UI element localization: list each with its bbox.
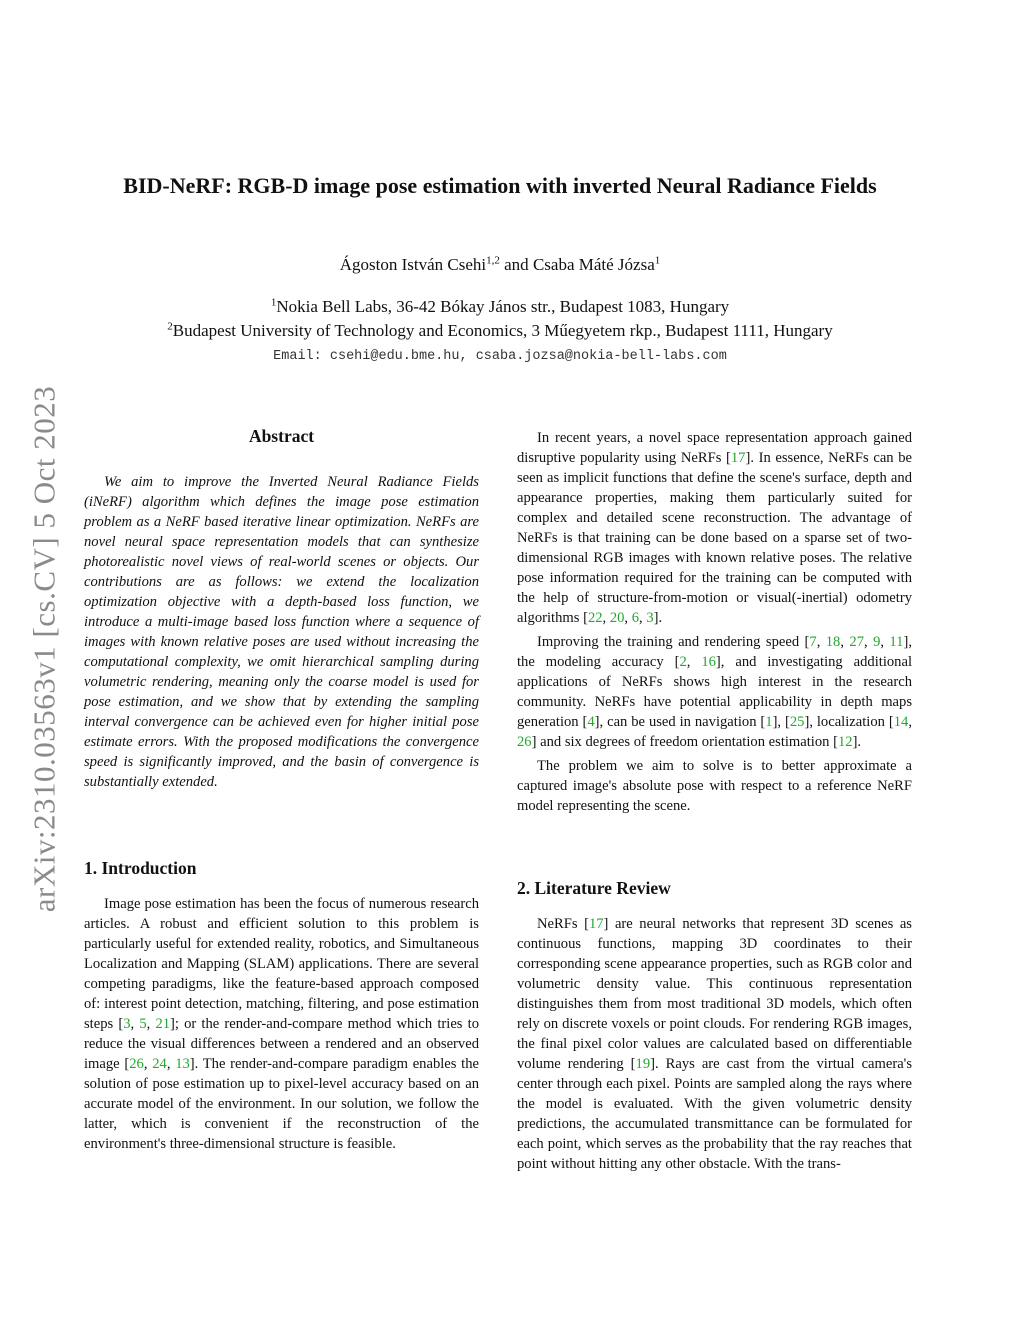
author-2-affiliation-mark: 1	[654, 254, 661, 267]
citation-link[interactable]: 12	[837, 734, 853, 750]
text-segment: ], [	[772, 714, 790, 730]
literature-paragraph	[517, 914, 912, 1174]
introduction-paragraph: Image pose estimation has been the focus of numerous research articles. A robust and efficient solution to this problem is particularly useful for extended reality, robotics, and Simultaneous Localization and Mapping (SLAM) applications. There are several competing paradigms, like the feature-based approach composed of: interest point detection, matching, filtering, and pose estimation steps [3, 5, 21]; or the render-and-compare method which tries to reduce the visual differences between a rendered and an observed image [26, 24, 13]. The render-and-compare paradigm enables the solution of pose estimation up to pixel-level accuracy based on an accurate model of the environment. In our solution, we follow the latter, which is convenient if the reconstruction of the environment's three-dimensional structure is feasible.	[84, 896, 480, 1152]
author-conjunction: and	[499, 255, 533, 274]
text-segment: ]; or the render-and-compare method which tries to reduce the visual differences between a rendered and an observed image [	[84, 1016, 479, 1072]
text-segment: ] and six degrees of freedom orientation estimation [	[531, 734, 838, 750]
author-line	[60, 255, 940, 275]
citation-link[interactable]: 2	[679, 654, 687, 670]
citation-link[interactable]: 17	[588, 916, 604, 932]
citation-link[interactable]: 27	[849, 634, 864, 650]
literature-review-heading: 2. Literature Review	[517, 878, 671, 898]
text-segment: ], can be used in navigation [	[594, 714, 766, 730]
abstract-paragraph: We aim to improve the Inverted Neural Radiance Fields (iNeRF) algorithm which defines the image pose estimation problem as a NeRF based iterative linear optimization. NeRFs are novel neural space representation models that can synthesize photorealistic novel views of real-world scenes or objects. Our contributions are as follows: we extend the localization optimization objective with a depth-based loss function, we introduce a multi-image based loss function where a sequence of images with known relative poses are used without increasing the computational complexity, we omit hierarchical sampling during volumetric rendering, meaning only the coarse model is used for pose estimation, and we show that by extending the sampling interval convergence can be achieved even for higher initial pose estimate errors. With the proposed modifications the convergence speed is significantly improved, and the basin of convergence is substantially extended.	[84, 474, 479, 790]
citation-link[interactable]: 25	[789, 714, 805, 730]
text-segment: Improving the training and rendering speed [	[537, 634, 810, 650]
citation-link[interactable]: 18	[825, 634, 841, 650]
paragraph-nerf-popularity: In recent years, a novel space representation approach gained disruptive popularity using NeRFs [17]. In essence, NeRFs can be seen as implicit functions that define the scene's surface, depth and appearance properties, making them particularly suited for complex and detailed scene reconstruction. The advantage of NeRFs is that training can be done based on a sparse set of two-dimensional RGB images with known relative poses. The relative pose information required for the training can be computed with the help of structure-from-motion or visual(-inertial) odometry algorithms [22, 20, 6, 3].	[517, 430, 912, 626]
paper-title: BID-NeRF: RGB-D image pose estimation with inverted Neural Radiance Fields	[123, 173, 877, 198]
author-2: Csaba Máté Józsa	[532, 255, 655, 274]
affiliation-2-text: Budapest University of Technology and Economics, 3 Műegyetem rkp., Budapest 1111, Hungary	[172, 321, 833, 340]
citation-link[interactable]: 5	[139, 1016, 147, 1032]
text-segment: ]. Rays are cast from the virtual camera's center through each pixel. Points are sampled along the rays where the model is evaluated. With the given volumetric density predictions, the accumulated transmittance can be formulated for each point, which serves as the probability that the ray reaches that point without hitting any other obstacle. With the trans-	[517, 1056, 912, 1172]
affiliation-2-mark: 2	[167, 320, 173, 333]
text-segment: ].	[852, 734, 862, 750]
text-segment: Image pose estimation has been the focus of numerous research articles. A robust and efficient solution to this problem is particularly useful for extended reality, robotics, and Simultaneous Localization and Mapping (SLAM) applications. There are several competing paradigms, like the feature-based approach composed of: interest point detection, matching, filtering, and pose estimation steps [	[84, 896, 479, 1032]
affiliation-1-text: Nokia Bell Labs, 36-42 Bókay János str., Budapest 1083, Hungary	[276, 297, 730, 316]
citation-link[interactable]: 3	[123, 1016, 131, 1032]
text-segment: ]. In essence, NeRFs can be seen as implicit functions that define the scene's surface, depth and appearance properties, making them particularly suited for complex and detailed scene reconstruction. The advantage of NeRFs is that training can be done based on a sparse set of two-dimensional RGB images with known relative poses. The relative pose information required for the training can be computed with the help of structure-from-motion or visual(-inertial) odometry algorithms [	[517, 450, 912, 626]
citation-link[interactable]: 14	[893, 714, 909, 730]
citation-link[interactable]: 17	[730, 450, 746, 466]
citation-link[interactable]: 22	[587, 610, 603, 626]
introduction-body	[84, 894, 479, 1154]
text-segment: ]. The render-and-compare paradigm enables the solution of pose estimation up to pixel-level accuracy based on an accurate model of the environment. In our solution, we follow the latter, which is convenient if the reconstruction of the environment's three-dimensional structure is feasible.	[84, 1056, 480, 1152]
arxiv-stamp	[18, 366, 70, 931]
affiliation-2	[60, 321, 940, 341]
citation-link[interactable]: 9	[873, 634, 881, 650]
citation-link[interactable]: 26	[517, 734, 532, 750]
author-1-affiliation-mark: 1,2	[486, 254, 500, 267]
citation-link[interactable]: 20	[609, 610, 625, 626]
citation-link[interactable]: 7	[809, 634, 817, 650]
text-segment: NeRFs [	[537, 916, 589, 932]
literature-review-body	[517, 914, 912, 1174]
arxiv-identifier: arXiv:2310.03563v1 [cs.CV] 5 Oct 2023	[26, 385, 61, 912]
citation-link[interactable]: 24	[152, 1056, 167, 1072]
citation-link[interactable]: 13	[175, 1056, 190, 1072]
abstract-heading: Abstract	[248, 426, 315, 446]
text-segment: ], the modeling accuracy [	[517, 634, 912, 670]
citation-link[interactable]: 16	[701, 654, 716, 670]
paragraph-problem-statement: The problem we aim to solve is to better approximate a captured image's absolute pose with respect to a reference NeRF model representing the scene.	[517, 758, 912, 814]
citation-link[interactable]: 1	[765, 714, 773, 730]
citation-link[interactable]: 11	[889, 634, 904, 650]
text-segment: ] are neural networks that represent 3D scenes as continuous functions, mapping 3D coordinates to their corresponding scene appearance properties, such as RGB color and volumetric density value. This continuous representation distinguishes them from most traditional 3D models, which often rely on discrete voxels or point clouds. For rendering RGB images, the final pixel color values are calculated based on differentiable volume rendering [	[517, 916, 912, 1072]
text-segment: ].	[653, 610, 663, 626]
text-segment: ], localization [	[804, 714, 894, 730]
citation-link[interactable]: 6	[631, 610, 640, 626]
abstract-body	[84, 472, 479, 792]
text-segment: In recent years, a novel space representation approach gained disruptive popularity using NeRFs [	[517, 430, 912, 466]
paragraph-nerf-improvements: Improving the training and rendering speed [7, 18, 27, 9, 11], the modeling accuracy [2, 16], and investigating additional applications of NeRFs shows high interest in the research community. NeRFs have potential applicability in depth maps generation [4], can be used in navigation [1], [25], localization [14, 26] and six degrees of freedom orientation estimation [12].	[517, 634, 913, 750]
citation-link[interactable]: 26	[129, 1056, 144, 1072]
citation-link[interactable]: 21	[155, 1016, 171, 1032]
introduction-heading: 1. Introduction	[84, 858, 197, 878]
text-segment: ], and investigating additional applications of NeRFs shows high interest in the research community. NeRFs have potential applicability in depth maps generation [	[517, 654, 913, 730]
introduction-continued	[517, 428, 912, 816]
email-line: Email: csehi@edu.bme.hu, csaba.jozsa@nokia-bell-labs.com	[273, 349, 727, 364]
citation-link[interactable]: 19	[635, 1056, 651, 1072]
affiliation-1-mark: 1	[270, 296, 277, 309]
affiliation-1	[60, 297, 940, 317]
citation-link[interactable]: 4	[587, 714, 595, 730]
citation-link[interactable]: 3	[646, 610, 654, 626]
author-1: Ágoston István Csehi	[339, 255, 487, 274]
